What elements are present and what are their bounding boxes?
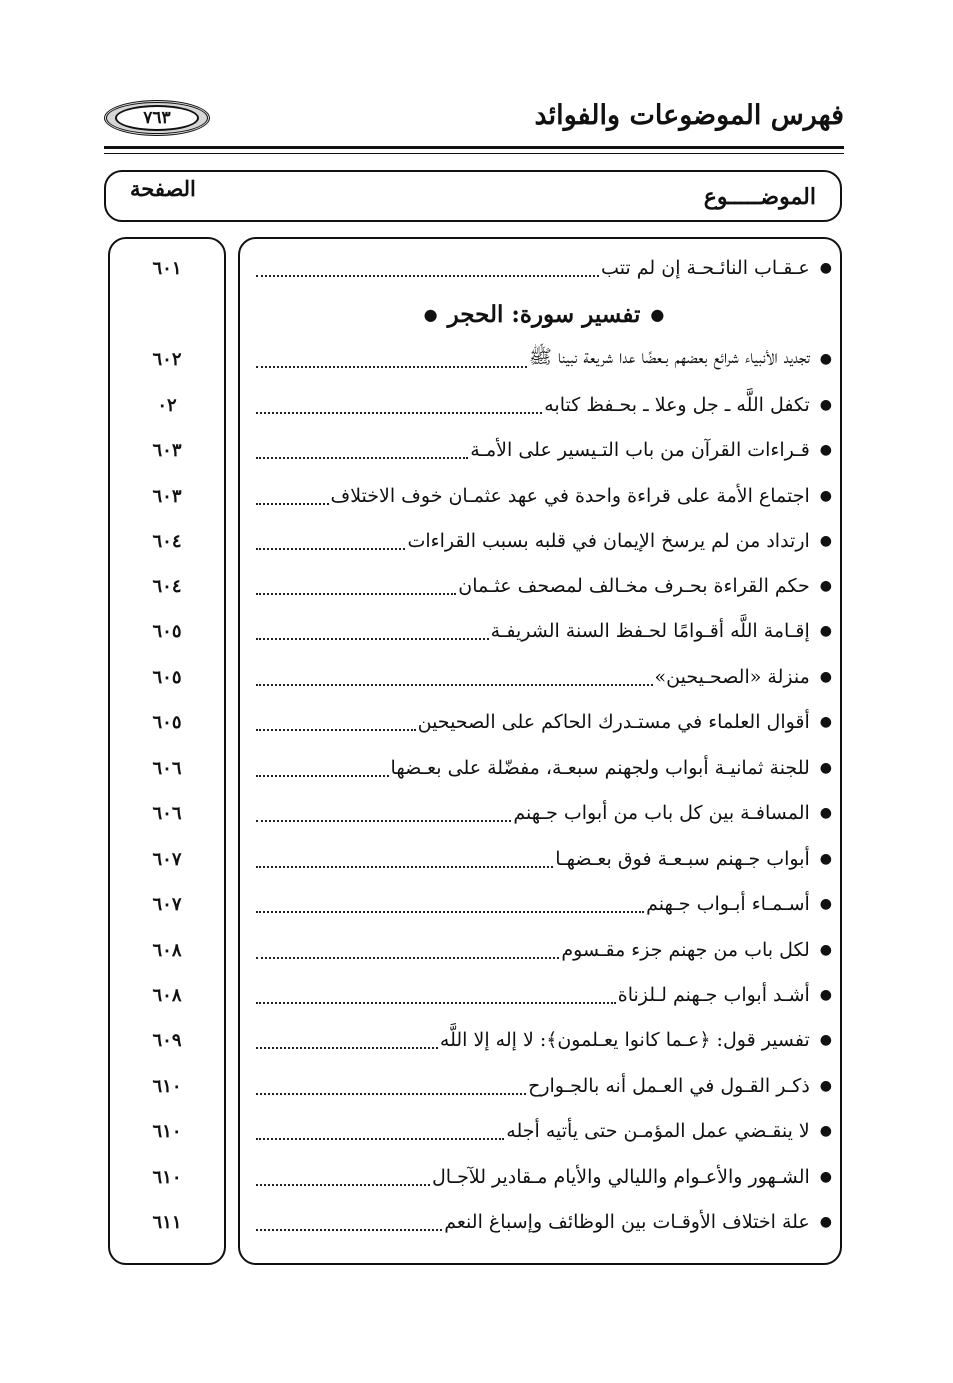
entry-page: ٦٠٩	[152, 1029, 182, 1051]
entry-page: ٦١٠	[152, 1166, 182, 1188]
column-header	[104, 170, 842, 222]
entry-text: أقوال العلماء في مستـدرك الحاكم على الصحيحين	[417, 711, 810, 733]
dot-leader	[256, 274, 599, 277]
bullet-icon: ●	[819, 260, 832, 276]
entry-text: أبواب جـهنم سبـعـة فوق بعـضهـا	[555, 848, 810, 870]
bullet-icon: ●	[819, 1123, 832, 1139]
dot-leader	[256, 1183, 430, 1186]
entry-text: الشـهور والأعـوام والليالي والأيام مـقادير للآجـال	[431, 1166, 810, 1188]
dot-leader	[256, 547, 405, 550]
entry-page: ٦٠٣	[152, 439, 182, 461]
index-entry	[256, 341, 832, 377]
bullet-icon: ●	[819, 1078, 832, 1094]
dot-leader	[256, 456, 468, 459]
bullet-icon: ●	[819, 760, 832, 776]
dot-leader	[256, 683, 653, 686]
entry-text: أسـمـاء أبـواب جـهنم	[646, 893, 810, 915]
index-entry	[256, 932, 832, 968]
entry-page: ٦٠١	[152, 257, 182, 279]
entry-text: للجنة ثمانيـة أبواب ولجهنم سبعـة، مفضّلة على بعـضها	[390, 757, 810, 779]
bullet-icon: ●	[819, 488, 832, 504]
bullet-icon: ●	[650, 304, 665, 324]
entry-page: ٠٢	[157, 394, 177, 416]
entry-page: ٦١١	[152, 1211, 182, 1233]
bullet-icon: ●	[819, 442, 832, 458]
entry-page: ٦٠٥	[152, 666, 182, 688]
bullet-icon: ●	[423, 304, 438, 324]
entry-page: ٦٠٣	[152, 485, 182, 507]
index-entry	[256, 250, 832, 286]
dot-leader	[256, 365, 527, 368]
dot-leader	[256, 1046, 438, 1049]
section-title	[256, 294, 832, 334]
entry-page: ٦١٠	[152, 1075, 182, 1097]
index-entry	[256, 704, 832, 740]
page-number: ٧٦٣	[115, 105, 199, 131]
bullet-icon: ●	[819, 397, 832, 413]
entry-page: ٦٠٨	[152, 939, 182, 961]
index-entry	[256, 1022, 832, 1058]
section-title-text: تفسير سورة: الحجر	[447, 300, 641, 328]
entry-page: ٦٠٤	[152, 530, 182, 552]
dot-leader	[256, 1001, 616, 1004]
index-entry	[256, 977, 832, 1013]
entry-text: تفسير قول: ﴿عـما كانوا يعـلمون﴾: لا إله إلا اللَّه	[439, 1029, 810, 1051]
index-entry	[256, 886, 832, 922]
bullet-icon: ●	[819, 1214, 832, 1230]
entry-page: ٦٠٦	[152, 757, 182, 779]
index-entry	[256, 841, 832, 877]
bullet-icon: ●	[819, 896, 832, 912]
dot-leader	[256, 411, 542, 414]
entry-text: أشـد أبواب جـهنم لـلزناة	[617, 984, 810, 1006]
entry-text: المسافـة بين كل باب من أبواب جـهنم	[513, 802, 810, 824]
dot-leader	[256, 910, 644, 913]
entry-text: قـراءات القرآن من باب التـيسير على الأمـة	[470, 439, 810, 461]
entry-text: ذكـر القـول في العـمل أنه بالجـوارح	[528, 1075, 810, 1097]
index-entry	[256, 795, 832, 831]
page-column-label: الصفحة	[130, 176, 196, 201]
entry-text: ارتداد من لم يرسخ الإيمان في قلبه بسبب القراءات	[407, 530, 810, 552]
index-entry	[256, 478, 832, 514]
entry-page: ٦٠٤	[152, 575, 182, 597]
entry-page: ٦٠٧	[152, 893, 182, 915]
running-title: فهرس الموضوعات والفوائد	[534, 100, 844, 131]
index-entry	[256, 1204, 832, 1240]
bullet-icon: ●	[819, 578, 832, 594]
entry-page: ٦٠٨	[152, 984, 182, 1006]
bullet-icon: ●	[819, 851, 832, 867]
index-entry	[256, 1113, 832, 1149]
bullet-icon: ●	[819, 942, 832, 958]
dot-leader	[256, 819, 511, 822]
bullet-icon: ●	[819, 351, 832, 367]
bullet-icon: ●	[819, 1169, 832, 1185]
entry-page: ٦٠٢	[152, 348, 182, 370]
index-entry	[256, 523, 832, 559]
bullet-icon: ●	[819, 1032, 832, 1048]
entry-text: لكل باب من جهنم جزء مقـسوم	[561, 939, 810, 961]
dot-leader	[256, 502, 329, 505]
entry-page: ٦١٠	[152, 1120, 182, 1142]
index-entry	[256, 1068, 832, 1104]
entry-text: منزلة «الصحـيحين»	[654, 666, 810, 688]
entry-page: ٦٠٦	[152, 802, 182, 824]
entry-page: ٦٠٥	[152, 620, 182, 642]
dot-leader	[256, 637, 489, 640]
entry-text: حكم القراءة بحـرف مخـالف لمصحف عثـمان	[458, 575, 810, 597]
header-rule-thick	[104, 146, 844, 149]
dot-leader	[256, 1092, 526, 1095]
dot-leader	[256, 592, 456, 595]
index-entry	[256, 659, 832, 695]
bullet-icon: ●	[819, 669, 832, 685]
entry-text: اجتماع الأمة على قراءة واحدة في عهد عثمـان خوف الاختلاف	[330, 485, 810, 507]
entry-text: تجديد الأنبياء شرائع بعضهم بـعضًا عدا شريعة نبينا ﷺ	[528, 346, 810, 368]
index-entry	[256, 613, 832, 649]
bullet-icon: ●	[819, 714, 832, 730]
topic-column-label: الموضـــــوع	[703, 184, 816, 210]
entry-page: ٦٠٧	[152, 848, 182, 870]
dot-leader	[256, 1137, 504, 1140]
index-entry	[256, 432, 832, 468]
bullet-icon: ●	[819, 987, 832, 1003]
dot-leader	[256, 1228, 442, 1231]
entry-text: لا ينقـضي عمل المؤمـن حتى يأتيه أجله	[506, 1120, 810, 1142]
bullet-icon: ●	[819, 623, 832, 639]
entry-text: عـقـاب النائـحـة إن لم تتب	[601, 257, 810, 279]
page-number-badge	[104, 100, 210, 136]
index-entry	[256, 750, 832, 786]
dot-leader	[256, 865, 553, 868]
entry-text: إقـامة اللَّه أقـوامًا لحـفظ السنة الشريفـة	[490, 620, 810, 642]
header-rule-thin	[104, 153, 844, 154]
dot-leader	[256, 774, 389, 777]
bullet-icon: ●	[819, 533, 832, 549]
dot-leader	[256, 728, 416, 731]
index-entry	[256, 387, 832, 423]
index-entry	[256, 1159, 832, 1195]
dot-leader	[256, 956, 559, 959]
entry-page: ٦٠٥	[152, 711, 182, 733]
entry-text: تكفل اللَّه ـ جل وعلا ـ بحـفظ كتابه	[544, 394, 810, 416]
bullet-icon: ●	[819, 805, 832, 821]
index-entry	[256, 568, 832, 604]
entry-text: علة اختلاف الأوقـات بين الوظائف وإسباغ النعم	[444, 1211, 810, 1233]
page-header	[104, 92, 844, 144]
